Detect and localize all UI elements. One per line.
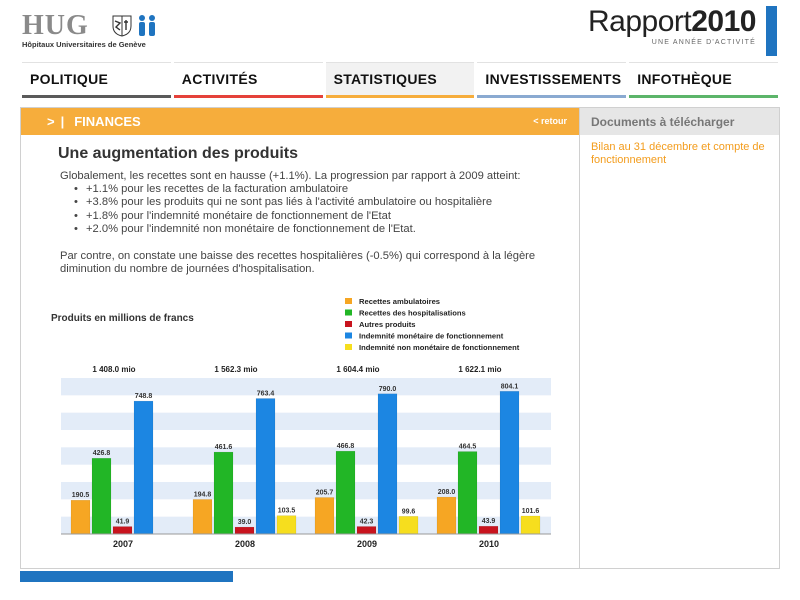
logo-text: HUG	[22, 10, 89, 41]
total-label: 1 408.0 mio	[92, 365, 136, 374]
tab-infotheque[interactable]: INFOTHÈQUE	[629, 62, 778, 98]
legend-label: Recettes des hospitalisations	[359, 308, 466, 318]
bar	[71, 500, 90, 534]
report-title	[588, 4, 756, 46]
intro-text: Globalement, les recettes sont en hausse (+1.1%). La progression par rapport à 2009 atteint:	[60, 170, 521, 182]
bar	[113, 527, 132, 534]
year-label: 2010	[478, 539, 500, 549]
total-label: 1 562.3 mio	[214, 365, 258, 374]
download-link[interactable]: Bilan au 31 décembre et compte de fonctionnement	[591, 141, 765, 166]
bar	[378, 394, 397, 534]
report-accent-bar	[766, 6, 777, 56]
footer-accent-bar	[20, 571, 233, 582]
chart-title: Produits en millions de francs	[51, 313, 194, 324]
value-label: 763.4	[256, 390, 275, 398]
value-label: 208.0	[437, 489, 456, 497]
value-label: 194.8	[193, 491, 212, 499]
tab-activites[interactable]: ACTIVITÉS	[174, 62, 323, 98]
value-label: 41.9	[115, 518, 130, 526]
value-label: 466.8	[336, 443, 355, 451]
bar	[92, 458, 111, 534]
back-link[interactable]: < retour	[533, 116, 567, 126]
bullet-item: • +1.1% pour les recettes de la facturation ambulatoire	[74, 183, 560, 196]
bar	[458, 452, 477, 534]
bar	[437, 497, 456, 534]
article-paragraph: Par contre, on constate une baisse des recettes hospitalières (-0.5%) qui correspond à la légère diminution du nombre de journées d'hospitalisation.	[60, 250, 536, 276]
tab-investissements[interactable]: INVESTISSEMENTS	[477, 62, 626, 98]
report-title-year: 2010	[691, 5, 756, 38]
section-arrow: >	[47, 114, 55, 129]
legend-swatch	[345, 333, 352, 339]
year-label: 2007	[112, 539, 134, 549]
tab-statistiques[interactable]: STATISTIQUES	[326, 62, 475, 98]
value-label: 790.0	[378, 385, 397, 393]
legend-label: Recettes ambulatoires	[359, 297, 441, 306]
bullet-item: • +3.8% pour les produits qui ne sont pas liés à l'activité ambulatoire ou hospitalière	[74, 196, 560, 209]
value-label: 43.9	[481, 518, 496, 526]
bar	[315, 497, 334, 534]
revenue-chart	[51, 288, 561, 558]
value-label: 464.5	[458, 443, 477, 451]
content-panel	[21, 108, 579, 568]
report-title-light: Rapport	[588, 5, 692, 38]
bar	[193, 499, 212, 534]
section-separator: |	[60, 114, 65, 129]
hug-logo[interactable]	[22, 12, 162, 52]
bullet-item: • +2.0% pour l'indemnité non monétaire de fonctionnement de l'Etat.	[74, 223, 560, 236]
sidebar-title: Documents à télécharger	[580, 108, 779, 135]
value-label: 804.1	[500, 383, 519, 391]
value-label: 39.0	[237, 519, 252, 527]
bar	[521, 516, 540, 534]
value-label: 205.7	[315, 489, 334, 497]
bar	[500, 391, 519, 534]
legend-swatch	[345, 344, 352, 350]
legend-label: Indemnité non monétaire de fonctionnement	[359, 343, 520, 352]
report-subtitle: UNE ANNÉE D'ACTIVITÉ	[651, 39, 756, 46]
value-label: 426.8	[92, 450, 111, 458]
value-label: 461.6	[214, 444, 233, 452]
article-intro	[60, 170, 560, 236]
value-label: 748.8	[134, 393, 153, 401]
value-label: 103.5	[277, 507, 296, 515]
legend-label: Autres produits	[359, 320, 416, 329]
geneva-crest-icon	[112, 15, 132, 37]
legend-swatch	[345, 298, 352, 304]
year-label: 2008	[234, 539, 256, 549]
logo-subtitle: Hôpitaux Universitaires de Genève	[22, 40, 146, 49]
legend-swatch	[345, 310, 352, 316]
bullet-list	[74, 183, 560, 236]
value-label: 101.6	[521, 507, 540, 515]
bar	[336, 451, 355, 534]
value-label: 99.6	[401, 508, 416, 516]
tab-politique[interactable]: POLITIQUE	[22, 62, 171, 98]
bar	[256, 398, 275, 534]
legend-swatch	[345, 321, 352, 327]
article-heading: Une augmentation des produits	[58, 145, 299, 162]
bar	[479, 526, 498, 534]
sidebar	[579, 108, 779, 568]
main-nav	[22, 62, 778, 98]
bar	[235, 527, 254, 534]
bar	[134, 401, 153, 534]
bar	[357, 526, 376, 534]
bar	[214, 452, 233, 534]
total-label: 1 622.1 mio	[458, 365, 502, 374]
year-label: 2009	[356, 539, 378, 549]
section-header	[21, 108, 579, 135]
bullet-item: • +1.8% pour l'indemnité monétaire de fonctionnement de l'Etat	[74, 210, 560, 223]
value-label: 190.5	[71, 492, 90, 500]
total-label: 1 604.4 mio	[336, 365, 380, 374]
main-frame	[20, 107, 780, 569]
legend-label: Indemnité monétaire de fonctionnement	[359, 331, 504, 341]
bar	[399, 516, 418, 534]
bar	[277, 516, 296, 534]
value-label: 42.3	[359, 518, 374, 526]
section-title: FINANCES	[74, 114, 141, 129]
revenue-chart-svg	[51, 288, 561, 558]
people-icon	[136, 14, 158, 38]
